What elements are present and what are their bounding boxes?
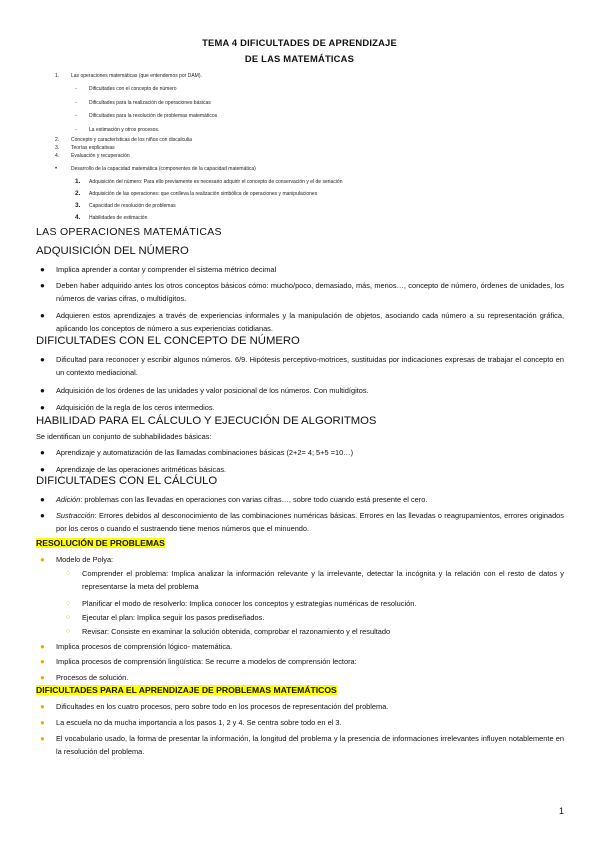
list-item: ● Adquisición de los órdenes de las unidades y valor posicional de los números. Con multidígitos. — [40, 386, 369, 395]
list-item: ● El vocabulario usado, la forma de presentar la información, la longitud del problema y la presencia de informaciones irrelevantes influyen notablemente en la resolución del problema. — [40, 734, 564, 756]
list-item: ● Modelo de Polya: — [40, 555, 114, 564]
bullet-icon: ● — [40, 673, 45, 682]
list-item: ● Deben haber adquirido antes los otros conceptos básicos cómo: mucho/poco, demasiado, más, menos…, concepto de número, órdenes de unidades, los números de varias cifras, o multidígitos. — [40, 281, 564, 303]
list-item: ● Implica procesos de comprensión lógico- matemática. — [40, 642, 233, 651]
bullet-icon: ● — [40, 311, 45, 320]
list-item: ● Dificultad para reconocer y escribir algunos números. 6/9. Hipótesis perceptivo-motrices, sustituidas por indicaciones expresas de trabajar el concepto en un contexto mediacional. — [40, 355, 564, 377]
bullet-icon: ● — [40, 555, 45, 564]
list-item: ● Aprendizaje y automatización de las llamadas combinaciones básicas (2+2= 4; 5+5 =10…) — [40, 448, 354, 457]
list-item: ● Implica aprender a contar y comprender el sistema métrico decimal — [40, 265, 277, 274]
bullet-icon: ● — [40, 511, 45, 520]
habilidad-intro: Se identifican un conjunto de subhabilidades básicas: — [36, 432, 212, 441]
heading-adquisicion: ADQUISICIÓN DEL NÚMERO — [36, 245, 189, 257]
list-item: ● Aprendizaje de las operaciones aritméticas básicas. — [40, 465, 227, 474]
bullet-icon: ● — [40, 386, 45, 395]
list-item: ● Procesos de solución. — [40, 673, 129, 682]
heading-habilidad: HABILIDAD PARA EL CÁLCULO Y EJECUCIÓN DE ALGORITMOS — [36, 415, 377, 427]
polya-step: ○ Ejecutar el plan: Implica seguir los pasos prediseñados. — [66, 613, 265, 622]
circle-bullet-icon: ○ — [66, 628, 71, 635]
list-item: ● Adición: problemas con las llevadas en operaciones con varias cifras…, sobre todo cuando está presente el cero. — [40, 495, 428, 504]
circle-bullet-icon: ○ — [66, 614, 71, 621]
bullet-icon: ● — [40, 734, 45, 743]
bullet-icon: ● — [40, 495, 45, 504]
bullet-icon: ● — [40, 448, 45, 457]
list-item: ● Adquisición de la regla de los ceros intermedios. — [40, 403, 215, 412]
heading-calculo: DIFICULTADES CON EL CÁLCULO — [36, 475, 218, 487]
heading-concepto: DIFICULTADES CON EL CONCEPTO DE NÚMERO — [36, 335, 300, 347]
bullet-icon: ● — [40, 718, 45, 727]
list-item: ● La escuela no da mucha importancia a los pasos 1, 2 y 4. Se centra sobre todo en el 3. — [40, 718, 342, 727]
circle-bullet-icon: ○ — [66, 600, 71, 607]
title-line-2: DE LAS MATEMÁTICAS — [244, 53, 355, 64]
bullet-icon: ● — [40, 265, 45, 274]
polya-step: ○ Revisar: Consiste en examinar la solución obtenida, comprobar el razonamiento y el resultado — [66, 627, 391, 636]
heading-dificultades-problemas: DIFICULTADES PARA EL APRENDIZAJE DE PROBLEMAS MATEMÁTICOS — [36, 685, 337, 695]
list-item: ● Implica procesos de comprensión lingüística: Se recurre a modelos de comprensión lectora: — [40, 657, 357, 666]
circle-bullet-icon: ○ — [66, 570, 71, 577]
bullet-icon: ● — [40, 465, 45, 474]
title-line-1: TEMA 4 DIFICULTADES DE APRENDIZAJE — [202, 37, 397, 48]
bullet-icon: ● — [40, 642, 45, 651]
polya-step: ○ Comprender el problema: Implica analizar la información relevante y la irrelevante, detectar la incógnita y la relación con el resto de datos y representarse la meta del problema — [66, 569, 564, 591]
document-page: TEMA 4 DIFICULTADES DE APRENDIZAJE DE LAS MATEMÁTICAS 1. Las operaciones matemáticas (que entendemos por DAM). - Dificultades con el concepto de número - Dificultades para la realización de operaciones básicas - Dificultades para la resolución de problemas matemáticos - La estimación y otros procesos. 2. Concepto y características de los niños con discalculia 3. Teorías explicativas 4. Evaluación y recuperación • Desarrollo de la capacidad matemática (componentes de la capacidad matemática) 1. Adquisición del número: Para ello previamente es necesario adquirir el concepto de conservación y el de seriación 2. Adquisición de las operaciones: que conlleva la realización simbólica de operaciones y manipulaciones 3. Capacidad de resolución de problemas 4. Habilidades de estimación LAS OPERACIONES MATEMÁTICAS ADQUISICIÓN DEL NÚMERO ● Implica aprender a contar y comprender el sistema métrico decimal ● Deben haber adquirido antes los otros conceptos básicos cómo: mucho/poco, demasiado, más, menos…, concepto de número, órdenes de unidades, los números de varias cifras, o multidígitos. ● Adquieren estos aprendizajes a través de experiencias informales y la manipulación de objetos, asociando cada número a su representación gráfica, aplicando los conceptos de número a sus experiencias cotidianas. DIFICULTADES CON EL CONCEPTO DE NÚMERO ● Dificultad para reconocer y escribir algunos números. 6/9. Hipótesis perceptivo-motrices, sustituidas por indicaciones expresas de trabajar el concepto en un contexto mediacional. ● Adquisición de los órdenes de las unidades y valor posicional de los números. Con multidígitos. ● Adquisición de la regla de los ceros intermedios. HABILIDAD PARA EL CÁLCULO Y EJECUCIÓN DE ALGORITMOS Se identifican un conjunto de subhabilidades básicas: ● Aprendizaje y automatización de las llamadas combinaciones básicas (2+2= 4; 5+5 =10…) ● Aprendizaje de las operaciones aritméticas básicas. DIFICULTADES CON EL CÁLCULO ● Adición: problemas con las llevadas en operaciones con varias cifras…, sobre todo cuando está presente el cero. ● Sustracción: Errores debidos al desconocimiento de las combinaciones numéricas básicas. Errores en las llevadas o reagrupamientos, errores originados por los ceros o cuando el sustraendo tiene menos números que el minuendo. RESOLUCIÓN DE PROBLEMAS ● Modelo de Polya: ○ Comprender el problema: Implica analizar la información relevante y la irrelevante, detectar la incógnita y la relación con el resto de datos y representarse la meta del problema ○ Planificar el modo de resolverlo: Implica conocer los conceptos y estrategias numéricas de resolución. ○ Ejecutar el plan: Implica seguir los pasos prediseñados. ○ Revisar: Consiste en examinar la solución obtenida, comprobar el razonamiento y el resultado ● Implica procesos de comprensión lógico- matemática. ● Implica procesos de comprensión lingüística: Se recurre a modelos de comprensión lectora: ● Procesos de solución. DIFICULTADES PARA EL APRENDIZAJE DE PROBLEMAS MATEMÁTICOS ● Dificultades en los cuatro procesos, pero sobre todo en los procesos de representación del problema. ● La escuela no da mucha importancia a los pasos 1, 2 y 4. Se centra sobre todo en el 3. ● El vocabulario usado, la forma de presentar la información, la longitud del problema y la presencia de informaciones irrelevantes influyen notablemente en la resolución del problema. 1 — [0, 0, 599, 848]
polya-step: ○ Planificar el modo de resolverlo: Implica conocer los conceptos y estrategias numéricas de resolución. — [66, 599, 417, 608]
section-heading-operaciones: LAS OPERACIONES MATEMÁTICAS — [36, 226, 222, 238]
bullet-icon: ● — [40, 657, 45, 666]
bullet-icon: ● — [40, 281, 45, 290]
heading-resolucion: RESOLUCIÓN DE PROBLEMAS — [36, 538, 165, 548]
list-item: ● Sustracción: Errores debidos al desconocimiento de las combinaciones numéricas básicas. Errores en las llevadas o reagrupamientos, errores originados por los ceros o cuando el sustraendo tiene menos números que el minuendo. — [40, 511, 564, 533]
list-item: ● Dificultades en los cuatro procesos, pero sobre todo en los procesos de representación del problema. — [40, 702, 389, 711]
page-number: 1 — [559, 806, 565, 816]
list-item: ● Adquieren estos aprendizajes a través de experiencias informales y la manipulación de objetos, asociando cada número a su representación gráfica, aplicando los conceptos de número a sus experiencias cotidianas. — [40, 311, 564, 333]
bullet-icon: ● — [40, 355, 45, 364]
bullet-icon: ● — [40, 403, 45, 412]
bullet-icon: ● — [40, 702, 45, 711]
